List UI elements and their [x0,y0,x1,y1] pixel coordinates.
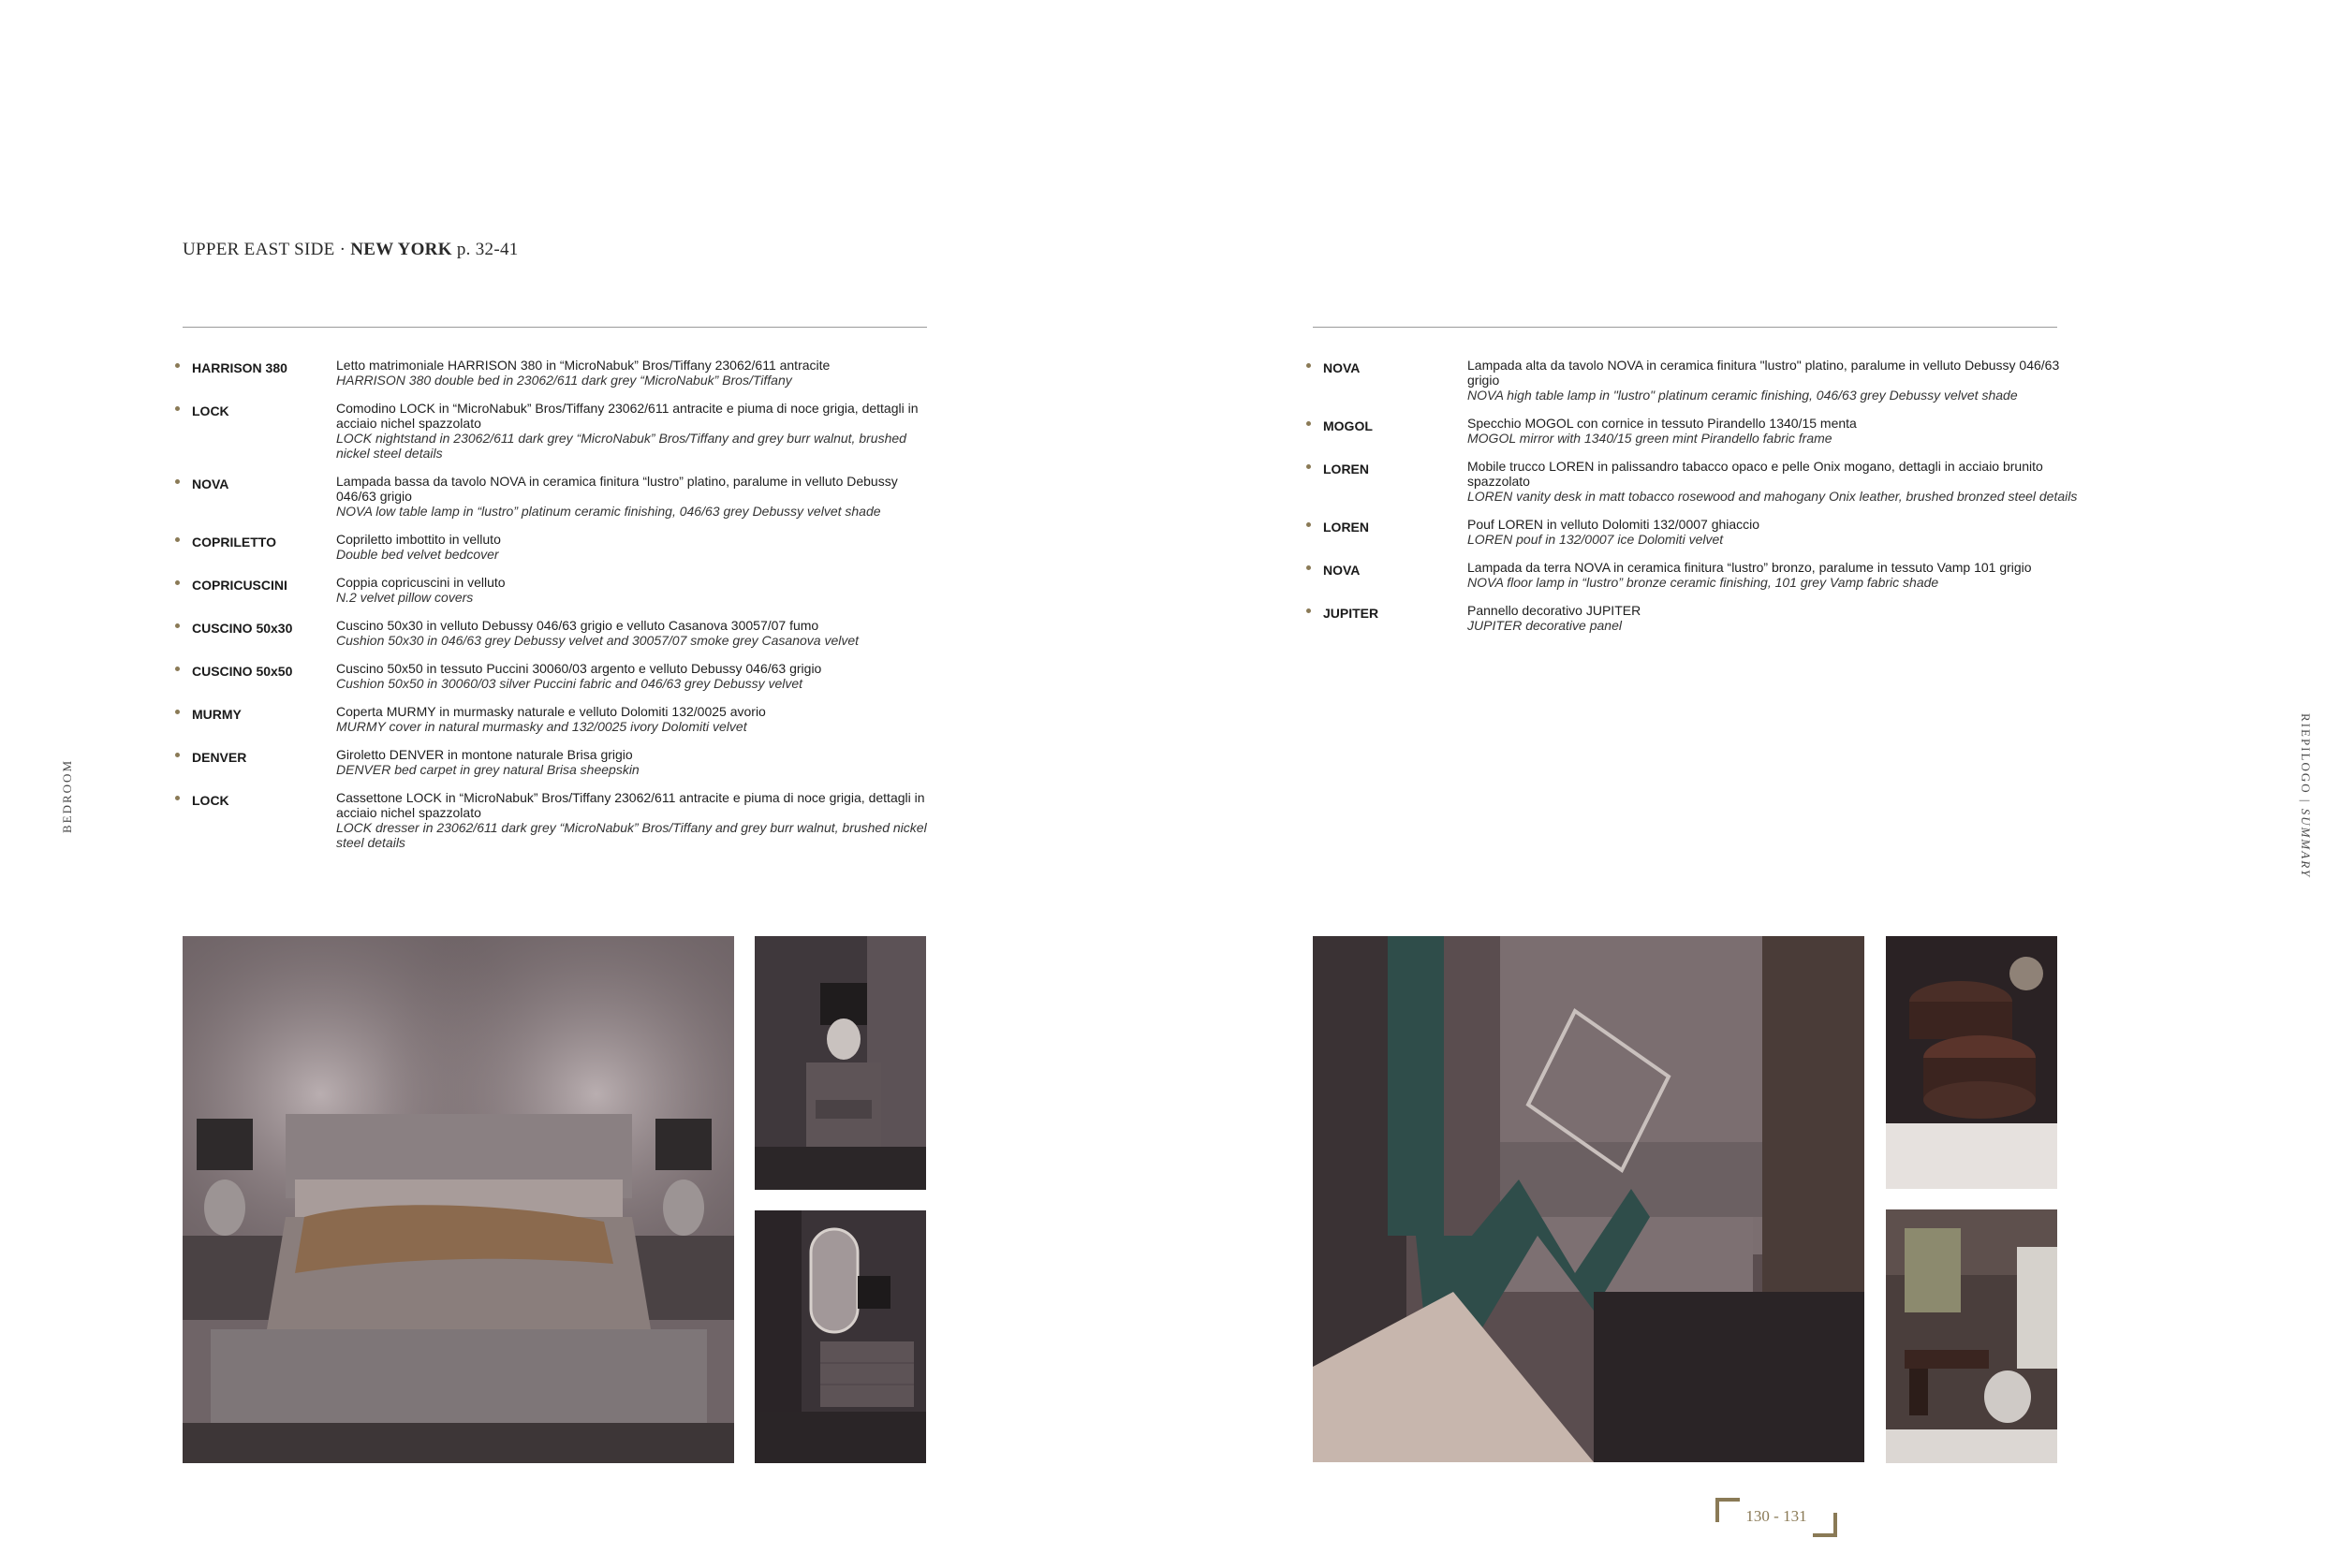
product-name: MURMY [192,707,242,722]
bullet-icon [175,363,180,368]
list-item [175,747,929,777]
list-item [175,790,929,850]
vanity-desk-photo [1886,1209,2057,1463]
description-english: MOGOL mirror with 1340/15 green mint Pirandello fabric frame [1467,431,1832,446]
description-italian: Lampada bassa da tavolo NOVA in ceramica finitura “lustro” platino, paralume in velluto Debussy 046/63 grigio [336,474,898,504]
mirror-photo [1313,936,1864,1462]
description-english: JUPITER decorative panel [1467,618,1622,633]
product-name: LOREN [1323,462,1369,476]
summary-english-label: SUMMARY [2299,808,2313,879]
product-name: CUSCINO 50x50 [192,664,293,679]
summary-separator: | [2299,799,2313,804]
list-item [175,575,929,605]
bullet-icon [1306,608,1311,613]
product-name: LOCK [192,403,229,418]
list-item [175,618,929,648]
description-italian: Mobile trucco LOREN in palissandro tabacco opaco e pelle Onix mogano, dettagli in acciaio brunito spazzolato [1467,459,2043,489]
description-italian: Pannello decorativo JUPITER [1467,603,1641,618]
bullet-icon [1306,565,1311,570]
description-italian: Pouf LOREN in velluto Dolomiti 132/0007 ghiaccio [1467,517,1760,532]
description-italian: Lampada da terra NOVA in ceramica finitura “lustro” bronzo, paralume in tessuto Vamp 101 grigio [1467,560,2032,575]
description-english: LOREN pouf in 132/0007 ice Dolomiti velvet [1467,532,1724,547]
description-italian: Cassettone LOCK in “MicroNabuk” Bros/Tiffany 23062/611 antracite e piuma di noce grigia, dettagli in acciaio nichel spazzolato [336,790,925,820]
description-italian: Comodino LOCK in “MicroNabuk” Bros/Tiffany 23062/611 antracite e piuma di noce grigia, dettagli in acciaio nichel spazzolato [336,401,919,431]
bullet-icon [175,796,180,800]
list-item [1306,603,2093,633]
page-numbers: 130 - 131 [1745,1507,1807,1525]
list-item [175,532,929,562]
bullet-icon [1306,363,1311,368]
description-italian: Cuscino 50x30 in velluto Debussy 046/63 grigio e velluto Casanova 30057/07 fumo [336,618,819,633]
right-product-list [1306,358,2093,646]
bullet-icon [1306,421,1311,426]
city-label: NEW YORK [350,240,452,259]
list-item [1306,416,2093,446]
bullet-icon [175,623,180,628]
bullet-icon [175,710,180,714]
description-english: N.2 velvet pillow covers [336,590,474,605]
bullet-icon [175,537,180,542]
description-italian: Coperta MURMY in murmasky naturale e velluto Dolomiti 132/0025 avorio [336,704,766,719]
description-english: Cushion 50x50 in 30060/03 silver Puccini fabric and 046/63 grey Debussy velvet [336,676,803,691]
bullet-icon [175,753,180,757]
summary-italian-label: RIEPILOGO [2299,712,2313,795]
left-divider [183,327,927,328]
description-italian: Coppia copricuscini in velluto [336,575,506,590]
list-item [1306,560,2093,590]
description-italian: Lampada alta da tavolo NOVA in ceramica finitura "lustro" platino, paralume in velluto Debussy 046/63 grigio [1467,358,2060,388]
product-name: MOGOL [1323,418,1373,433]
description-italian: Specchio MOGOL con cornice in tessuto Pirandello 1340/15 menta [1467,416,1857,431]
bullet-icon [175,580,180,585]
product-name: CUSCINO 50x30 [192,621,293,636]
description-italian: Letto matrimoniale HARRISON 380 in “MicroNabuk” Bros/Tiffany 23062/611 antracite [336,358,831,373]
description-italian: Giroletto DENVER in montone naturale Brisa grigio [336,747,633,762]
product-name: JUPITER [1323,606,1379,621]
description-italian: Copriletto imbottito in velluto [336,532,501,547]
page-header [183,240,519,260]
list-item [175,661,929,691]
list-item [1306,358,2093,403]
product-name: NOVA [1323,360,1361,375]
right-divider [1313,327,2057,328]
bedroom-main-photo [183,936,734,1463]
bullet-icon [175,479,180,484]
product-name: COPRILETTO [192,535,276,550]
product-name: COPRICUSCINI [192,578,287,593]
description-english: MURMY cover in natural murmasky and 132/0025 ivory Dolomiti velvet [336,719,747,734]
list-item [1306,517,2093,547]
list-item [1306,459,2093,504]
product-name: NOVA [1323,563,1361,578]
dresser-photo [755,1210,926,1463]
description-english: HARRISON 380 double bed in 23062/611 dark grey “MicroNabuk” Bros/Tiffany [336,373,792,388]
list-item [175,401,929,461]
bullet-icon [175,667,180,671]
list-item [175,704,929,734]
section-label-summary [2296,711,2313,880]
page-number-marker [1715,1498,1837,1537]
product-name: LOCK [192,793,229,808]
description-english: Cushion 50x30 in 046/63 grey Debussy velvet and 30057/07 smoke grey Casanova velvet [336,633,860,648]
description-english: LOCK dresser in 23062/611 dark grey “MicroNabuk” Bros/Tiffany and grey burr walnut, brushed nickel steel details [336,820,927,850]
product-name: NOVA [192,476,229,491]
product-name: HARRISON 380 [192,360,287,375]
left-product-list [175,358,929,863]
description-english: LOREN vanity desk in matt tobacco rosewood and mahogany Onix leather, brushed bronzed steel details [1467,489,2078,504]
description-english: Double bed velvet bedcover [336,547,499,562]
list-item [175,474,929,519]
header-separator: · [339,240,346,259]
product-name: DENVER [192,750,247,765]
description-english: NOVA low table lamp in “lustro” platinum ceramic finishing, 046/63 grey Debussy velvet shade [336,504,881,519]
list-item [175,358,929,388]
bullet-icon [1306,522,1311,527]
nightstand-photo [755,936,926,1190]
description-english: NOVA floor lamp in “lustro” bronze ceramic finishing, 101 grey Vamp fabric shade [1467,575,1939,590]
description-english: NOVA high table lamp in "lustro" platinum ceramic finishing, 046/63 grey Debussy velvet shade [1467,388,2018,403]
section-label-bedroom: BEDROOM [60,758,74,833]
description-italian: Cuscino 50x50 in tessuto Puccini 30060/03 argento e velluto Debussy 046/63 grigio [336,661,822,676]
vanity-detail-photo [1886,936,2057,1189]
bullet-icon [1306,464,1311,469]
page-reference: p. 32-41 [456,240,519,259]
product-name: LOREN [1323,520,1369,535]
location-label: UPPER EAST SIDE [183,240,335,259]
bullet-icon [175,406,180,411]
description-english: DENVER bed carpet in grey natural Brisa sheepskin [336,762,640,777]
description-english: LOCK nightstand in 23062/611 dark grey “MicroNabuk” Bros/Tiffany and grey burr walnut, brushed nickel steel details [336,431,906,461]
